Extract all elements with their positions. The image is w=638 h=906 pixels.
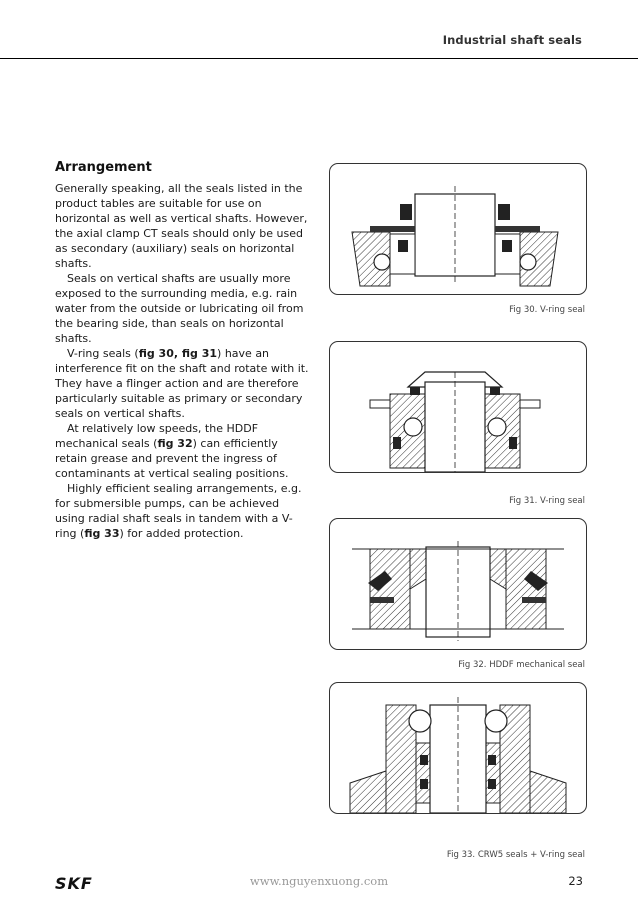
paragraph-3-text-a: V-ring seals ( xyxy=(67,347,139,360)
paragraph-3 xyxy=(55,346,310,421)
paragraph-5 xyxy=(55,481,310,541)
figure-30-drawing xyxy=(330,164,586,294)
paragraph-5-text-a: Highly efficient sealing arrangements, e.g. for submersible pumps, can be achieved using radial shaft seals in tandem with a V-ring ( xyxy=(55,482,302,540)
skf-logo: SKF xyxy=(55,874,93,893)
paragraph-5-text-b: ) for added protection. xyxy=(119,527,244,540)
figure-32-drawing xyxy=(330,519,586,649)
section-heading: Arrangement xyxy=(55,160,152,175)
figure-32-hddf-mechanical-seal xyxy=(329,518,587,650)
figure-31-caption: Fig 31. V-ring seal xyxy=(509,496,585,506)
figure-reference-32: fig 32 xyxy=(157,437,193,450)
header-rule xyxy=(0,58,638,59)
figure-30-v-ring-seal xyxy=(329,163,587,295)
figure-33-caption: Fig 33. CRW5 seals + V-ring seal xyxy=(446,850,585,860)
figure-33-crw5-seals-v-ring xyxy=(329,682,587,814)
figure-30-caption: Fig 30. V-ring seal xyxy=(509,305,585,315)
paragraph-4-text-b: ) can efficiently retain grease and prevent the ingress of contaminants at vertical sealing positions. xyxy=(55,437,289,480)
figure-32-caption: Fig 32. HDDF mechanical seal xyxy=(458,660,585,670)
figure-31-drawing xyxy=(330,342,586,472)
paragraph-4 xyxy=(55,421,310,481)
figure-reference-30-31: fig 30, fig 31 xyxy=(138,347,218,360)
page-number: 23 xyxy=(568,874,583,888)
watermark: www.nguyenxuong.com xyxy=(249,874,389,888)
figure-33-drawing xyxy=(330,683,586,813)
paragraph-2: Seals on vertical shafts are usually more exposed to the surrounding media, e.g. rain water from the outside or lubricating oil from the bearing side, than seals on horizontal shafts. xyxy=(55,272,304,345)
arrangement-section xyxy=(55,160,310,541)
header-title: Industrial shaft seals xyxy=(442,33,582,47)
paragraph-4-text-a: At relatively low speeds, the HDDF mechanical seals ( xyxy=(55,422,259,450)
figure-reference-33: fig 33 xyxy=(84,527,120,540)
paragraph-3-text-b: ) have an interference fit on the shaft and rotate with it. They have a flinger action and are therefore particularly suitable as primary or secondary seals on vertical shafts. xyxy=(55,347,309,420)
figure-31-v-ring-seal xyxy=(329,341,587,473)
paragraph-1: Generally speaking, all the seals listed in the product tables are suitable for use on horizontal as well as vertical shafts. However, the axial clamp CT seals should only be used as secondary (auxiliary) seals on horizontal shafts. xyxy=(55,182,308,270)
